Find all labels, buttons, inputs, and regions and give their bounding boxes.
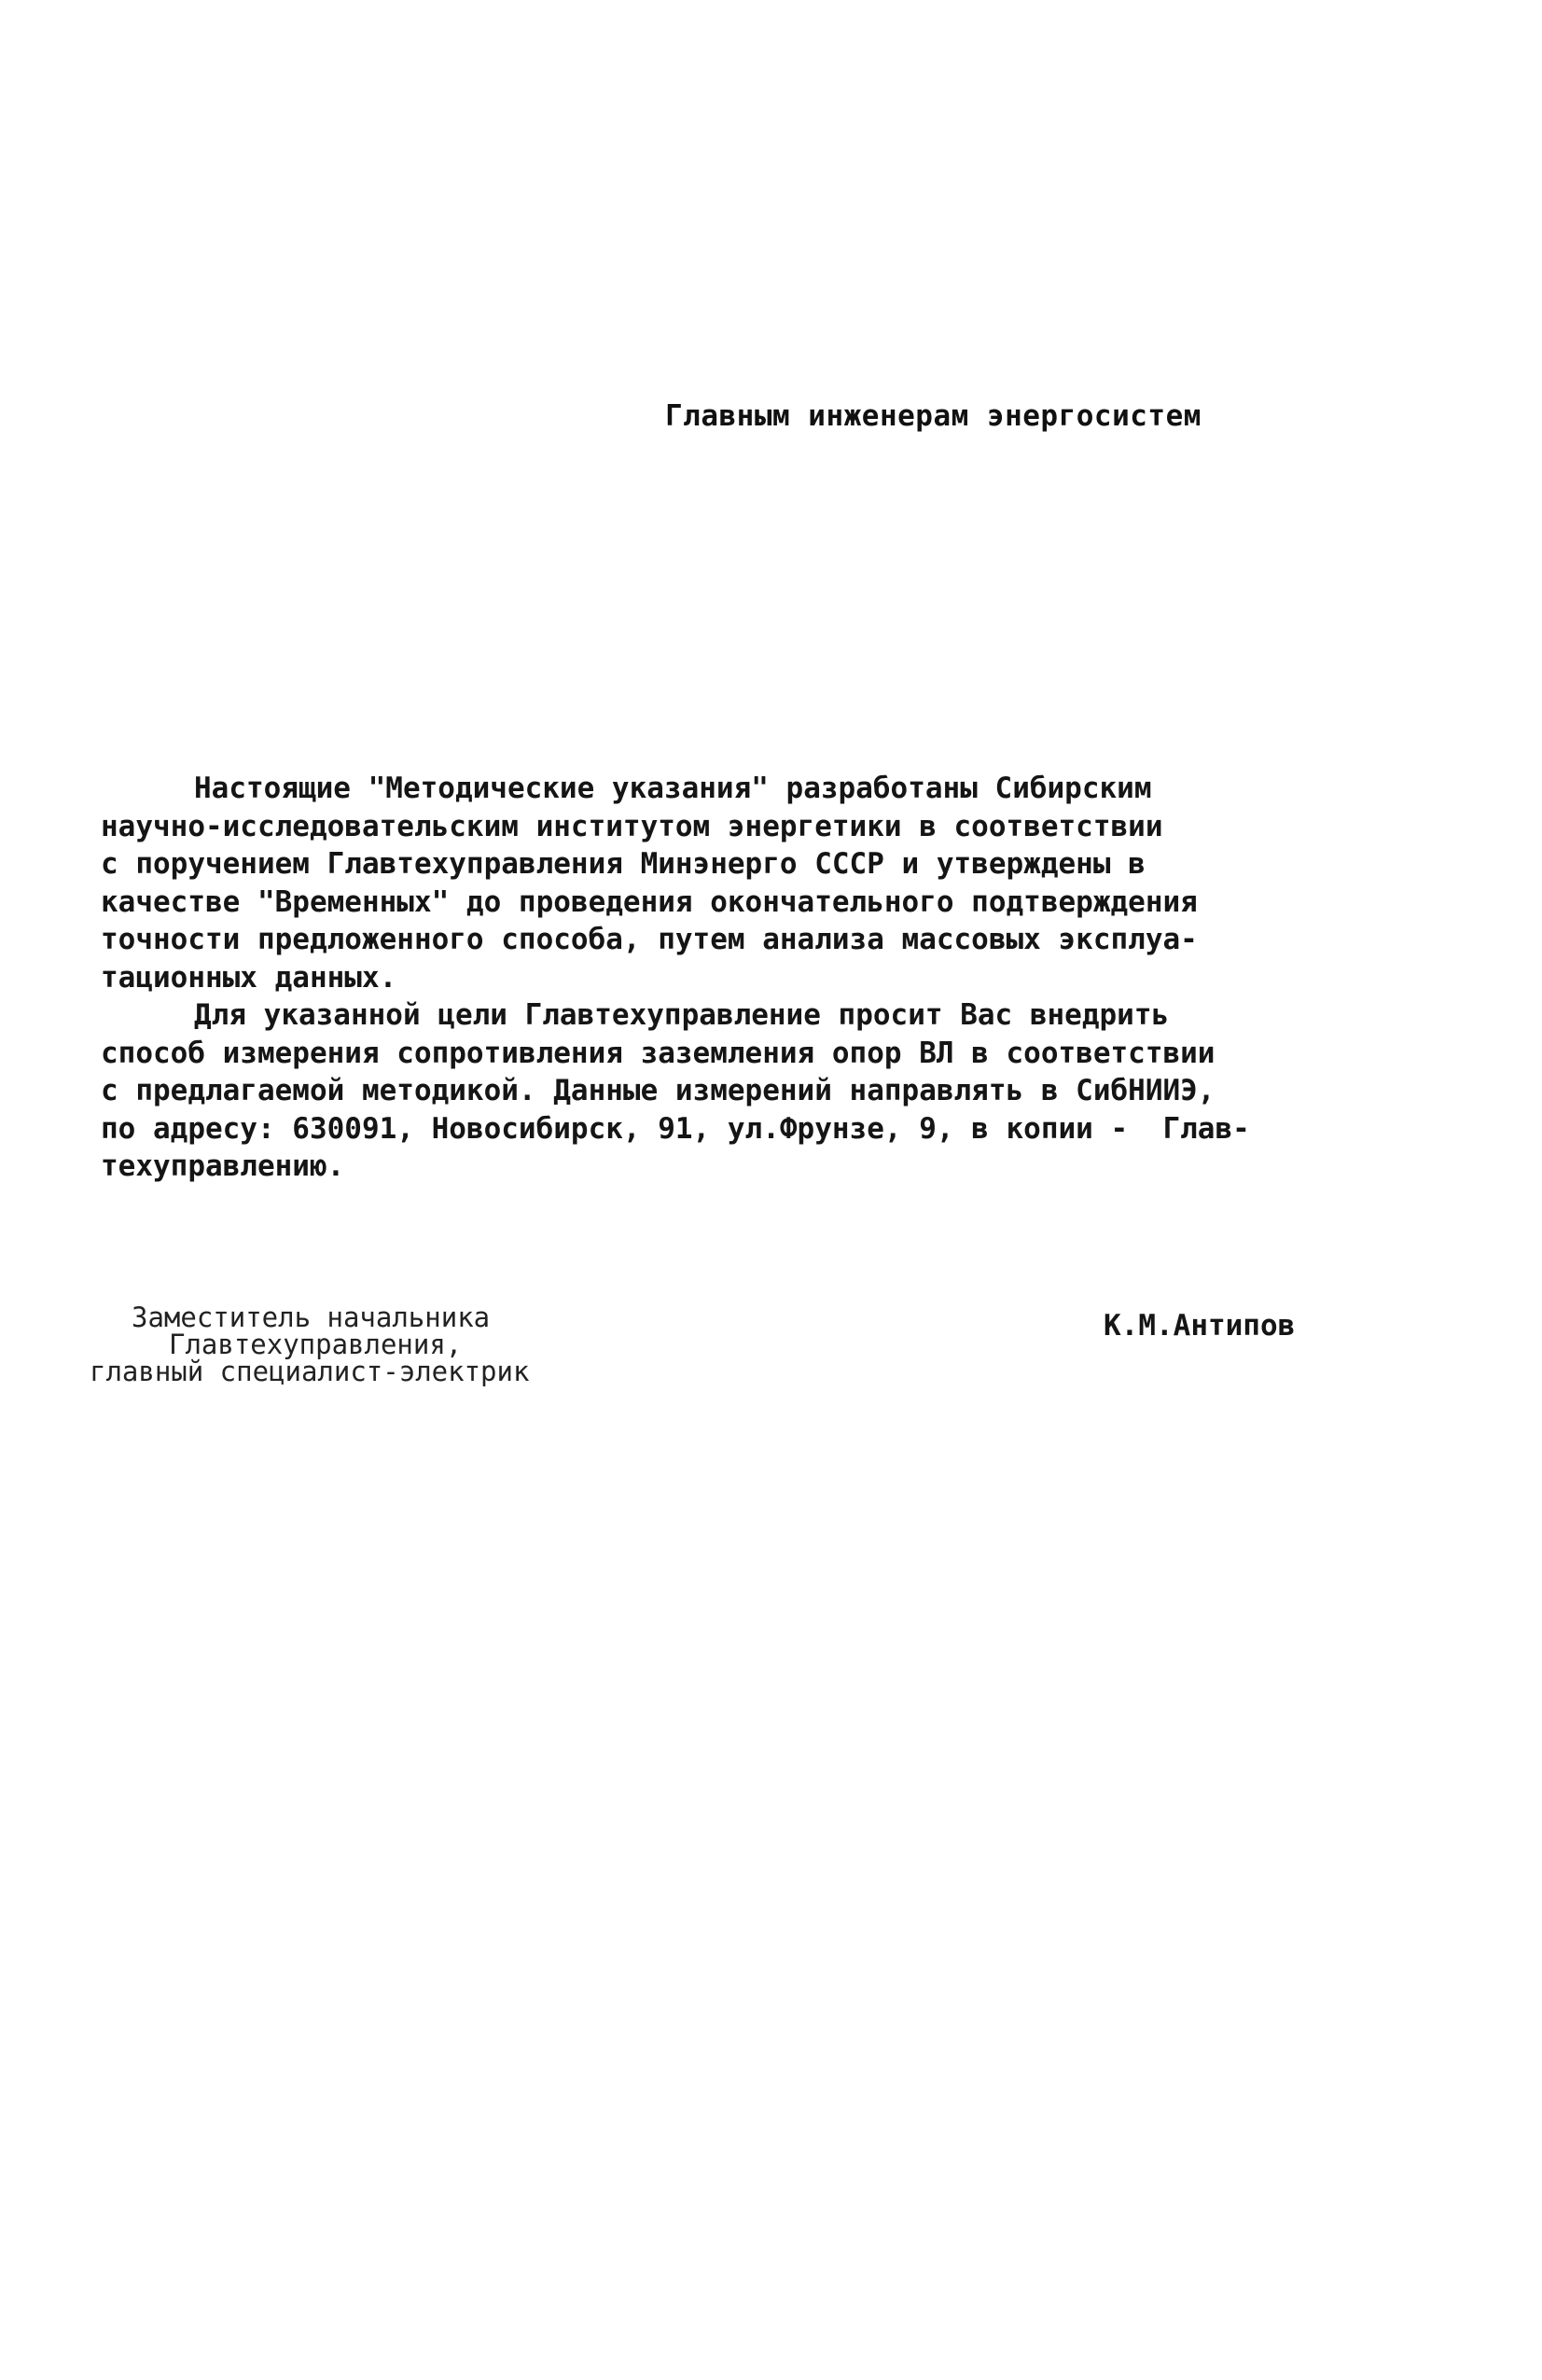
text-line: способ измерения сопротивления заземления опор ВЛ в соответствии [101, 1036, 1216, 1070]
signatory-title-line: Заместитель начальника [132, 1301, 491, 1333]
text-line: тационных данных. [101, 960, 397, 995]
text-line: научно-исследовательским институтом энергетики в соответствии [101, 809, 1163, 843]
text-line: Для указанной цели Главтехуправление просит Вас внедрить [194, 998, 1170, 1032]
text-line: качестве "Временных" до проведения окончательного подтверждения [101, 884, 1198, 919]
text-line: точности предложенного способа, путем анализа массовых эксплуа- [101, 923, 1198, 956]
paragraph-intro [101, 770, 1369, 996]
text-line: по адресу: 630091, Новосибирск, 91, ул.Фрунзе, 9, в копии - Глав- [101, 1111, 1250, 1146]
text-line: Настоящие "Методические указания" разработаны Сибирским [194, 772, 1152, 805]
signatory-title-line: Главтехуправления, [169, 1329, 463, 1360]
text-line: с поручением Главтехуправления Минэнерго СССР и утверждены в [101, 847, 1146, 881]
signatory-name: К.М.Антипов [1104, 1309, 1296, 1343]
text-line: с предлагаемой методикой. Данные измерений направлять в СибНИИЭ, [101, 1074, 1216, 1107]
signatory-title-line: главный специалист-электрик [90, 1356, 530, 1387]
addressee-line: Главным инженерам энергосистем [665, 399, 1202, 433]
letter-body [101, 770, 1369, 1186]
paragraph-request [101, 996, 1369, 1186]
signatory-title [90, 1301, 530, 1387]
text-line: техуправлению. [101, 1149, 345, 1183]
